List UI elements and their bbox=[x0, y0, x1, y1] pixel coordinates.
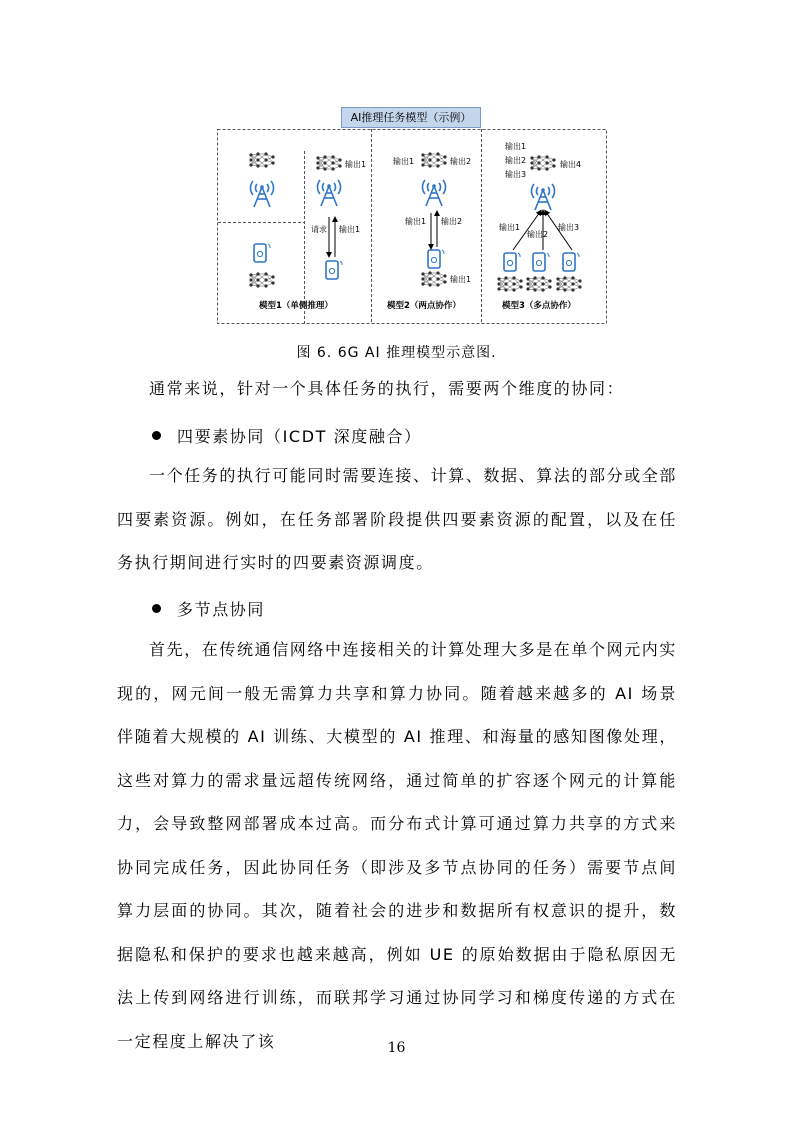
neural-net-icon bbox=[249, 152, 274, 167]
neural-net-icon bbox=[249, 272, 274, 287]
neural-net-icon bbox=[497, 276, 522, 291]
m1-output-label: 输出1 bbox=[345, 160, 367, 169]
neural-net-icon bbox=[421, 271, 446, 286]
figure-title: AI推理任务模型（示例） bbox=[341, 107, 481, 128]
phone-icon bbox=[428, 250, 444, 268]
intro-paragraph: 通常来说，针对一个具体任务的执行，需要两个维度的协同： bbox=[149, 379, 625, 398]
m3-output3: 输出3 bbox=[505, 170, 527, 179]
phone-icon bbox=[563, 253, 579, 271]
bullet-item-multi-node bbox=[152, 597, 265, 620]
m3-arrow-label1: 输出1 bbox=[499, 223, 521, 232]
neural-net-icon bbox=[526, 276, 551, 291]
bullet-text: 多节点协同 bbox=[177, 600, 266, 619]
m1-arrow-output-label: 输出1 bbox=[339, 225, 361, 234]
bullet-text: 四要素协同（ICDT 深度融合） bbox=[177, 427, 422, 446]
neural-net-icon bbox=[316, 155, 341, 170]
ai-inference-figure bbox=[217, 107, 607, 325]
phone-icon bbox=[326, 261, 342, 279]
model3-label: 模型3（多点协作） bbox=[502, 301, 576, 311]
m2-arrow-output1: 输出1 bbox=[405, 217, 427, 226]
base-station-icon bbox=[531, 184, 554, 210]
paragraph-multi-node: 首先，在传统通信网络中连接相关的计算处理大多是在单个网元内实现的，网元间一般无需算力共享和算力协同。随着越来越多的 AI 场景伴随着大规模的 AI 训练、大模型的 AI 推理、和海量的感知图像处理，这些对算力的需求量远超传统网络，通过简单的扩容逐个网元的计算能力，会导致整网部署成本过高。而分布式计算可通过算力共享的方式来协同完成任务，因此协同任务（即涉及多节点协同的任务）需要节点间算力层面的协同。其次，随着社会的进步和数据所有权意识的提升，数据隐私和保护的要求也越来越高，例如 UE 的原始数据由于隐私原因无法上传到网络进行训练，而联邦学习通过协同学习和梯度传递的方式在一定程度上解决了该 bbox=[117, 640, 678, 1051]
bullet-icon bbox=[152, 604, 161, 613]
m1-request-label: 请求 bbox=[311, 225, 327, 234]
neural-net-icon bbox=[556, 276, 581, 291]
figure-caption: 图 6. 6G AI 推理模型示意图. bbox=[296, 345, 497, 361]
paragraph-four-elements: 一个任务的执行可能同时需要连接、计算、数据、算法的部分或全部四要素资源。例如，在任务部署阶段提供四要素资源的配置，以及在任务执行期间进行实时的四要素资源调度。 bbox=[117, 466, 678, 572]
neural-net-icon bbox=[530, 155, 555, 170]
m3-output2: 输出2 bbox=[505, 156, 527, 165]
model2-label: 模型2（两点协作） bbox=[387, 301, 461, 311]
diagram-canvas bbox=[217, 107, 607, 325]
m3-output1: 输出1 bbox=[505, 142, 527, 151]
m3-arrow-label2: 输出2 bbox=[527, 230, 549, 239]
m3-arrow-label3: 输出3 bbox=[558, 223, 580, 232]
phone-icon bbox=[504, 253, 520, 271]
m3-output4: 输出4 bbox=[560, 160, 582, 169]
base-station-icon bbox=[422, 180, 445, 206]
m2-output2-top: 输出2 bbox=[450, 157, 472, 166]
m2-output1-bottom: 输出1 bbox=[450, 275, 472, 284]
base-station-icon bbox=[250, 181, 273, 207]
page-number: 16 bbox=[387, 1040, 406, 1056]
phone-icon bbox=[533, 253, 549, 271]
base-station-icon bbox=[317, 180, 340, 206]
model1-label: 模型1（单侧推理） bbox=[259, 301, 333, 311]
m2-arrow-output2: 输出2 bbox=[441, 217, 463, 226]
bullet-icon bbox=[152, 431, 161, 440]
phone-icon bbox=[254, 244, 270, 262]
bullet-item-four-elements bbox=[152, 424, 422, 447]
neural-net-icon bbox=[421, 152, 446, 167]
m2-output1-top: 输出1 bbox=[393, 157, 415, 166]
